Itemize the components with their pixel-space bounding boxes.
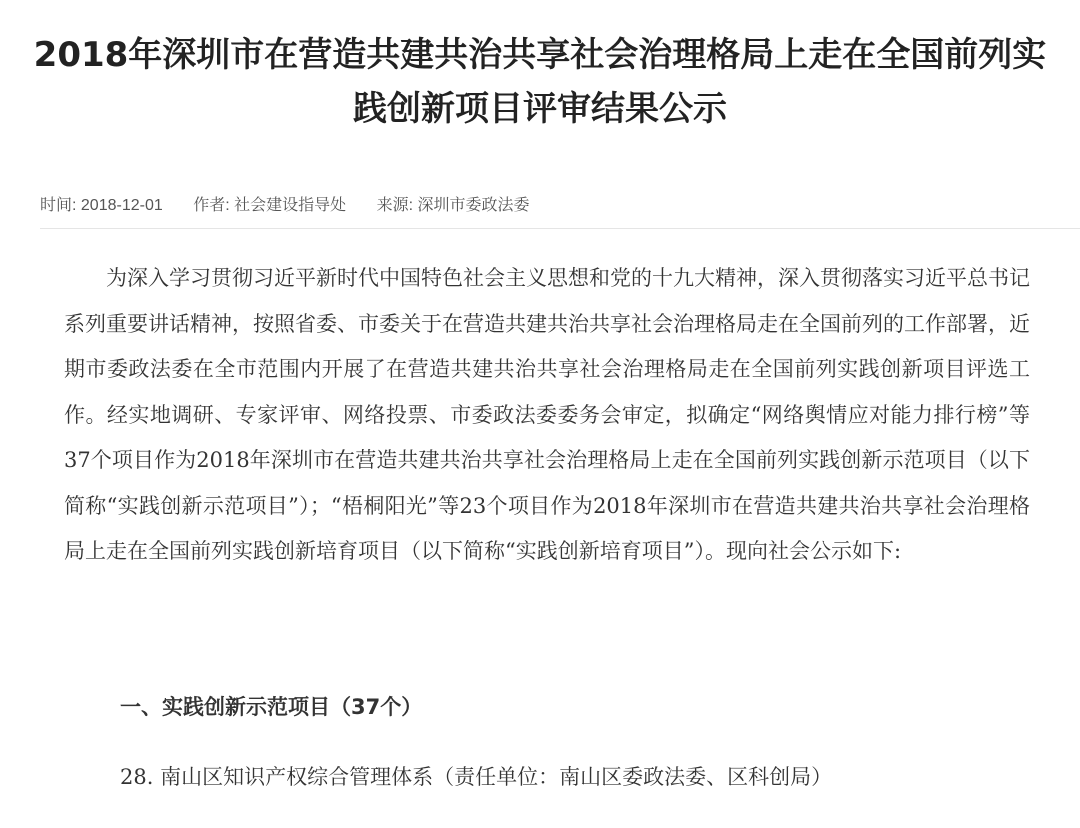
meta-author (193, 197, 350, 214)
article-meta (40, 192, 556, 215)
meta-source-label: 来源: (376, 197, 414, 214)
meta-divider (40, 228, 1080, 229)
article-title: 2018年深圳市在营造共建共治共享社会治理格局上走在全国前列实践创新项目评审结果公示 (33, 35, 1047, 129)
meta-time-label: 时间: (40, 197, 77, 214)
body-paragraph: 为深入学习贯彻习近平新时代中国特色社会主义思想和党的十九大精神，深入贯彻落实习近平总书记系列重要讲话精神，按照省委、市委关于在营造共建共治共享社会治理格局走在全国前列的工作部署，近期市委政法委在全市范围内开展了在营造共建共治共享社会治理格局走在全国前列实践创新项目评选工作。经实地调研、专家评审、网络投票、市委政法委委务会审定，拟确定“网络舆情应对能力排行榜”等37个项目作为2018年深圳市在营造共建共治共享社会治理格局上走在全国前列实践创新示范项目（以下简称“实践创新示范项目”）；“梧桐阳光”等23个项目作为2018年深圳市在营造共建共治共享社会治理格局上走在全国前列实践创新培育项目（以下简称“实践创新培育项目”）。现向社会公示如下: (64, 266, 1030, 563)
meta-time-value: 2018-12-01 (80, 197, 163, 214)
meta-author-value: 社会建设指导处 (234, 197, 347, 214)
meta-time (40, 197, 167, 214)
list-item: 28. 南山区知识产权综合管理体系（责任单位：南山区委政法委、区科创局） (120, 765, 833, 789)
meta-source-value: 深圳市委政法委 (417, 197, 530, 214)
section-heading: 一、实践创新示范项目（37个） (120, 695, 423, 719)
meta-source (377, 197, 530, 214)
meta-author-label: 作者: (193, 197, 230, 214)
